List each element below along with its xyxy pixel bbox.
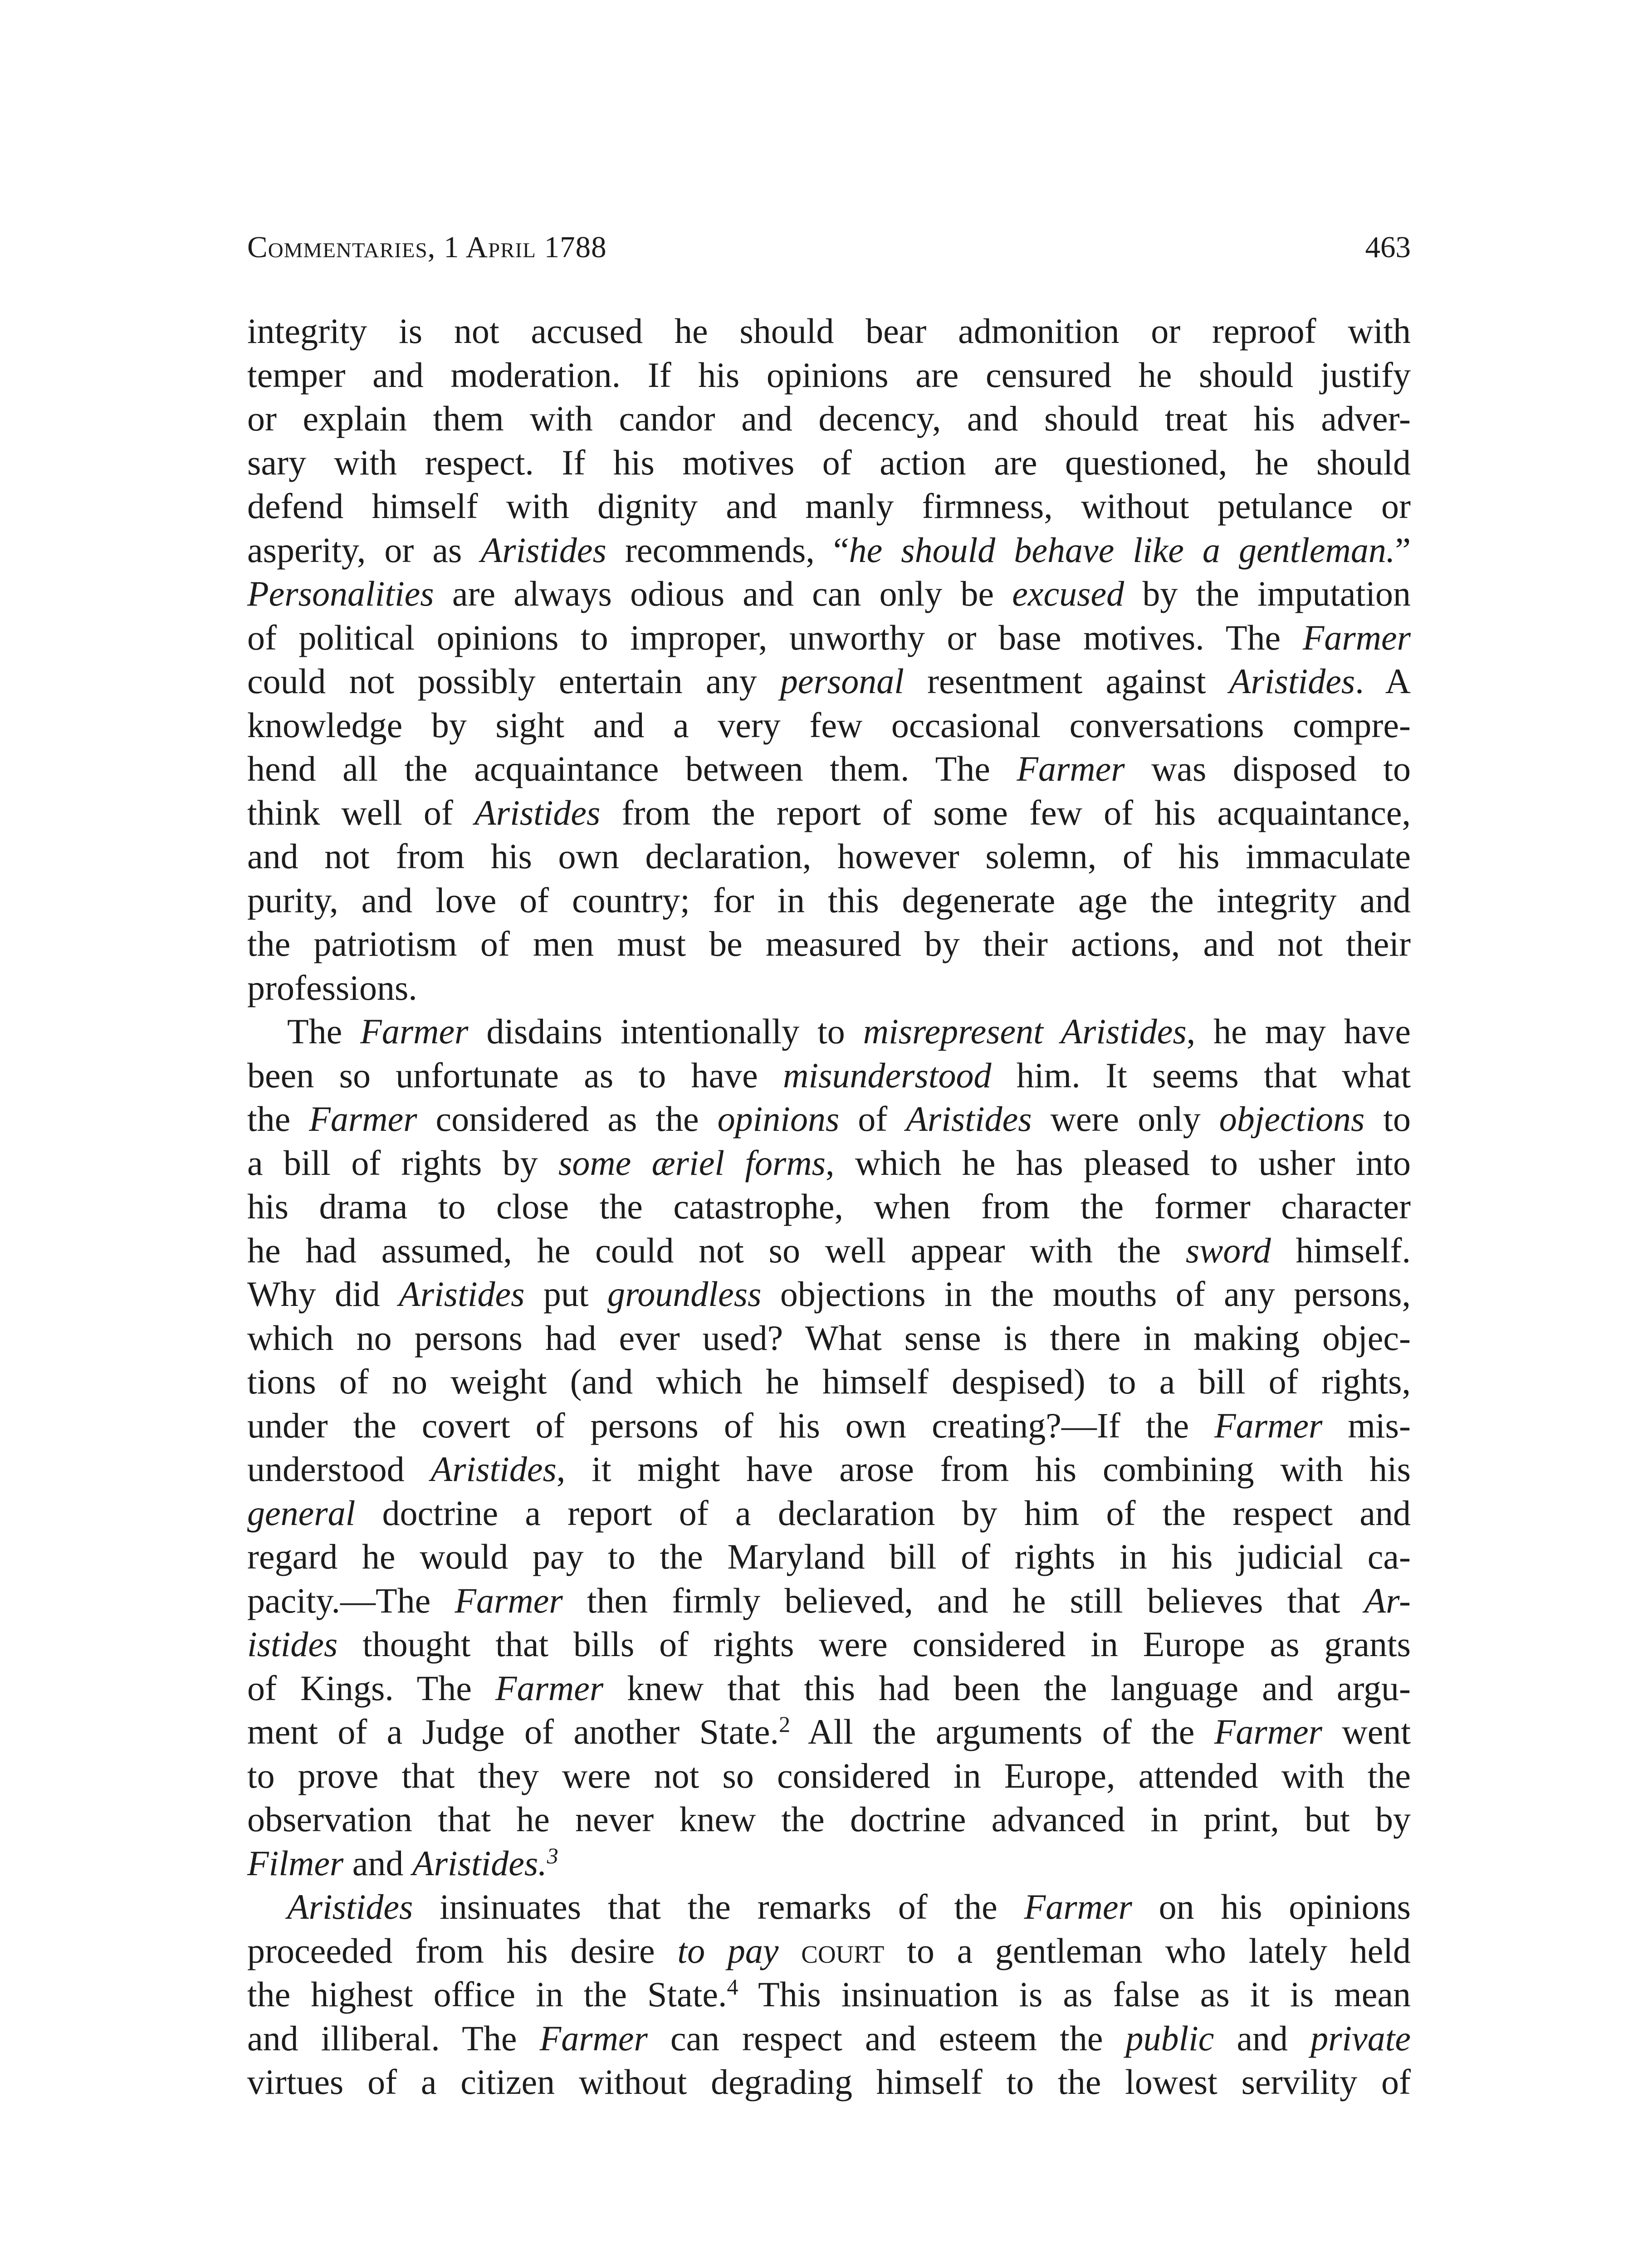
text-line: hend all the acquaintance between them. The Farmer was disposed to — [247, 749, 1411, 788]
body-text — [247, 309, 1411, 2104]
text-line: his drama to close the catastrophe, when from the former character — [247, 1187, 1411, 1226]
running-title — [247, 227, 607, 268]
text-line: he had assumed, he could not so well appear with the sword himself. — [247, 1230, 1411, 1270]
paragraph — [247, 1010, 1411, 1885]
text-line: a bill of rights by some æriel forms, which he has pleased to usher into — [247, 1143, 1411, 1183]
text-line: been so unfortunate as to have misunderstood him. It seems that what — [247, 1055, 1411, 1095]
text-line: or explain them with candor and decency, and should treat his adver- — [247, 399, 1411, 438]
text-line: could not possibly entertain any personal resentment against Aristides. A — [247, 661, 1411, 701]
text-line: observation that he never knew the doctrine advanced in print, but by — [247, 1799, 1411, 1839]
text-line: virtues of a citizen without degrading himself to the lowest servility of — [247, 2062, 1411, 2102]
text-line: of political opinions to improper, unworthy or base motives. The Farmer — [247, 617, 1411, 657]
text-line: knowledge by sight and a very few occasional conversations compre- — [247, 705, 1411, 745]
text-line: the Farmer considered as the opinions of Aristides were only objections to — [247, 1099, 1411, 1139]
text-line: The Farmer disdains intentionally to misrepresent Aristides, he may have — [287, 1012, 1411, 1051]
text-line: professions. — [247, 968, 417, 1007]
text-line: proceeded from his desire to pay court to a gentleman who lately held — [247, 1931, 1411, 1970]
text-line: and not from his own declaration, however solemn, of his immaculate — [247, 836, 1411, 876]
text-line: Filmer and Aristides.$^3$ — [247, 1843, 558, 1883]
text-line: think well of Aristides from the report of some few of his acquaintance, — [247, 792, 1411, 832]
text-line: Aristides insinuates that the remarks of the Farmer on his opinions — [287, 1887, 1411, 1926]
text-line: tions of no weight (and which he himself despised) to a bill of rights, — [247, 1362, 1411, 1401]
text-line: under the covert of persons of his own creating?—If the Farmer mis- — [247, 1405, 1411, 1445]
running-title-text: Commentaries, 1 April 1788 — [247, 230, 607, 264]
text-line: which no persons had ever used? What sense is there in making objec- — [247, 1318, 1411, 1358]
running-head — [247, 227, 1411, 268]
text-line: purity, and love of country; for in this degenerate age the integrity and — [247, 880, 1411, 920]
text-line: of Kings. The Farmer knew that this had been the language and argu- — [247, 1668, 1411, 1708]
text-line: the highest office in the State.$^4$ This insinuation is as false as it is mean — [247, 1974, 1411, 2014]
text-line: Why did Aristides put groundless objections in the mouths of any persons, — [247, 1274, 1411, 1314]
paragraph — [247, 309, 1411, 1010]
text-line: pacity.—The Farmer then firmly believed, and he still believes that Ar- — [247, 1580, 1411, 1620]
page-number: 463 — [1365, 230, 1411, 264]
paragraph — [247, 1885, 1411, 2104]
text-line: istides thought that bills of rights were considered in Europe as grants — [247, 1624, 1411, 1664]
text-line: temper and moderation. If his opinions are censured he should justify — [247, 355, 1411, 395]
text-line: the patriotism of men must be measured by their actions, and not their — [247, 924, 1411, 963]
text-line: integrity is not accused he should bear admonition or reproof with — [247, 311, 1411, 351]
text-line: sary with respect. If his motives of action are questioned, he should — [247, 442, 1411, 482]
text-line: and illiberal. The Farmer can respect and esteem the public and private — [247, 2018, 1411, 2058]
text-line: asperity, or as Aristides recommends, “he should behave like a gentleman.” — [247, 530, 1411, 570]
text-line: general doctrine a report of a declaration by him of the respect and — [247, 1493, 1411, 1533]
text-line: Personalities are always odious and can only be excused by the imputation — [247, 574, 1411, 613]
text-line: regard he would pay to the Maryland bill of rights in his judicial ca- — [247, 1537, 1411, 1576]
text-line: understood Aristides, it might have arose from his combining with his — [247, 1449, 1411, 1489]
text-line: defend himself with dignity and manly firmness, without petulance or — [247, 486, 1411, 526]
text-line: ment of a Judge of another State.$^2$ All the arguments of the Farmer went — [247, 1711, 1411, 1751]
text-line: to prove that they were not so considered in Europe, attended with the — [247, 1755, 1411, 1795]
